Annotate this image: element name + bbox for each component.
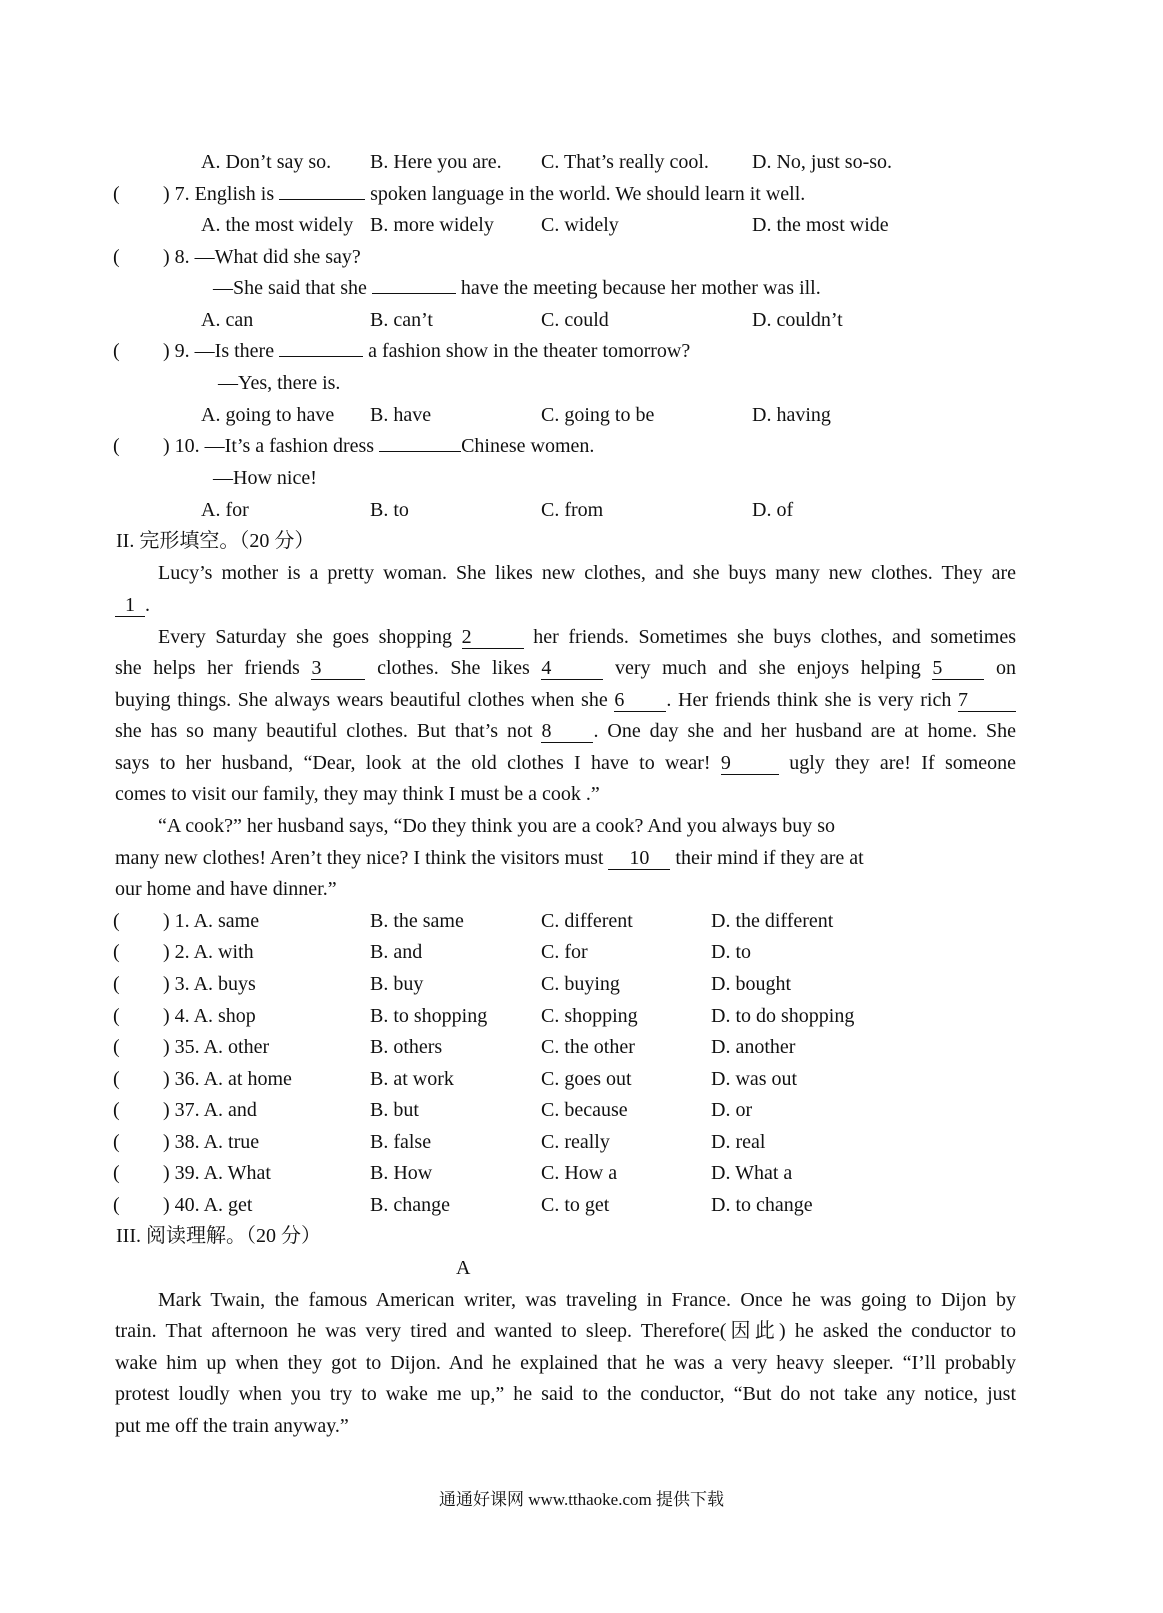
option-c[interactable]: C. goes out (541, 1068, 632, 1090)
option-d[interactable]: D. real (711, 1131, 766, 1153)
question-number: 38. (174, 1131, 200, 1153)
option-d[interactable]: D. to (711, 941, 751, 963)
option-c[interactable]: C. different (541, 910, 633, 932)
cloze-blank-8[interactable]: 8 (541, 720, 593, 743)
question-number: 35. (174, 1036, 200, 1058)
page-footer: 通通好课网 www.tthaoke.com 提供下载 (438, 1490, 725, 1509)
option-a[interactable]: A. at home (203, 1068, 292, 1090)
q7-option-c[interactable]: C. widely (541, 214, 619, 236)
q7-option-b[interactable]: B. more widely (370, 214, 494, 236)
question-stem-post: spoken language in the world. We should learn it well. (370, 183, 806, 205)
option-b[interactable]: B. How (370, 1162, 433, 1184)
answer-blank[interactable] (379, 451, 461, 452)
passage-line: wake him up when they got to Dijon. And he explained that he was a very heavy sleeper. “I’ll probably (115, 1352, 1016, 1374)
answer-paren-close: ) (163, 1036, 170, 1058)
question-label (163, 1193, 252, 1217)
answer-paren-open[interactable]: ( (113, 1194, 120, 1216)
cloze-blank-7[interactable]: 7 (958, 689, 1016, 712)
cloze-blank-9[interactable]: 9 (721, 752, 779, 775)
answer-paren-open[interactable]: ( (113, 1005, 120, 1027)
question-response: —How nice! (213, 467, 317, 489)
text-segment: she helps her friends (115, 657, 300, 679)
text-segment: very much and she enjoys helping (614, 657, 921, 679)
question-text (163, 182, 805, 206)
answer-paren-close: ) (163, 1194, 170, 1216)
answer-paren-open[interactable]: ( (113, 1099, 120, 1121)
passage-line: train. That afternoon he was very tired and wanted to sleep. Therefore(因此) he asked the conductor to (115, 1320, 1016, 1342)
question-number: 8. (174, 246, 190, 268)
answer-paren-open[interactable]: ( (113, 1036, 120, 1058)
question-label (163, 1067, 292, 1091)
q8-option-c[interactable]: C. could (541, 309, 609, 331)
text-segment: their mind if they are at (675, 847, 864, 869)
option-c[interactable]: C. buying (541, 973, 620, 995)
response-pre: —She said that she (213, 277, 367, 299)
q6-option-b[interactable]: B. Here you are. (370, 151, 502, 173)
answer-paren-open[interactable]: ( (113, 1131, 120, 1153)
option-a[interactable]: A. and (203, 1099, 257, 1121)
question-label (163, 972, 256, 996)
passage-line: Lucy’s mother is a pretty woman. She likes new clothes, and she buys many new clothes. They are (158, 562, 1016, 584)
question-stem: —What did she say? (194, 246, 361, 268)
q6-option-d[interactable]: D. No, just so-so. (752, 151, 893, 173)
question-number: 36. (174, 1068, 200, 1090)
answer-paren-close: ) (163, 340, 170, 362)
question-stem-pre: —Is there (194, 340, 275, 362)
q6-option-c[interactable]: C. That’s really cool. (541, 151, 709, 173)
answer-paren-open[interactable]: ( (113, 340, 120, 362)
option-a[interactable]: A. same (193, 910, 260, 932)
question-text (163, 434, 594, 458)
cloze-blank-1[interactable]: 1 (115, 594, 145, 617)
option-d[interactable]: D. bought (711, 973, 791, 995)
cloze-blank-10[interactable]: 10 (608, 847, 670, 870)
passage-line: protest loudly when you try to wake me up,” he said to the conductor, “But do not take any notice, just (115, 1383, 1016, 1405)
option-d[interactable]: D. to change (711, 1194, 813, 1216)
option-d[interactable]: D. to do shopping (711, 1005, 855, 1027)
question-label (163, 940, 254, 964)
q7-option-d[interactable]: D. the most wide (752, 214, 889, 236)
passage-line (158, 625, 1016, 649)
option-d[interactable]: D. another (711, 1036, 796, 1058)
question-label (163, 1004, 256, 1028)
option-b[interactable]: B. but (370, 1099, 419, 1121)
question-number: 40. (174, 1194, 200, 1216)
passage-line (115, 688, 1016, 712)
punctuation: . (145, 594, 150, 616)
cloze-blank-3[interactable]: 3 (311, 657, 365, 680)
q7-option-a[interactable]: A. the most widely (201, 214, 354, 236)
text-segment: says to her husband, “Dear, look at the old clothes I have to wear! (115, 752, 711, 774)
q8-option-a[interactable]: A. can (201, 309, 254, 331)
passage-line (115, 719, 1016, 743)
option-b[interactable]: B. to shopping (370, 1005, 488, 1027)
question-label (163, 909, 259, 933)
text-segment: Every Saturday she goes shopping (158, 626, 452, 648)
passage-line: Mark Twain, the famous American writer, was traveling in France. Once he was going to Dijon by (158, 1289, 1016, 1311)
option-b[interactable]: B. others (370, 1036, 443, 1058)
question-number: 10. (174, 435, 200, 457)
option-a[interactable]: A. shop (193, 1005, 256, 1027)
option-c[interactable]: C. to get (541, 1194, 610, 1216)
question-stem-post: Chinese women. (461, 435, 595, 457)
answer-paren-close: ) (163, 1068, 170, 1090)
answer-paren-close: ) (163, 1005, 170, 1027)
question-number: 4. (174, 1005, 190, 1027)
question-number: 9. (174, 340, 190, 362)
question-stem-pre: —It’s a fashion dress (204, 435, 375, 457)
q10-option-d[interactable]: D. of (752, 499, 794, 521)
option-c[interactable]: C. really (541, 1131, 610, 1153)
passage-line (115, 751, 1016, 775)
option-b[interactable]: B. at work (370, 1068, 454, 1090)
question-number: 1. (174, 910, 190, 932)
q10-option-a[interactable]: A. for (201, 499, 249, 521)
answer-paren-open[interactable]: ( (113, 1162, 120, 1184)
text-segment: on (996, 657, 1017, 679)
question-response: —Yes, there is. (218, 372, 341, 394)
option-c[interactable]: C. shopping (541, 1005, 638, 1027)
text-segment: . One day she and her husband are at home. She (593, 720, 1016, 742)
passage-line (115, 593, 150, 617)
q9-option-c[interactable]: C. going to be (541, 404, 655, 426)
question-text (163, 339, 690, 363)
option-a[interactable]: A. get (203, 1194, 253, 1216)
option-a[interactable]: A. with (193, 941, 254, 963)
text-segment: many new clothes! Aren’t they nice? I think the visitors must (115, 847, 604, 869)
question-label (163, 1130, 259, 1154)
answer-blank[interactable] (279, 356, 363, 357)
q9-option-a[interactable]: A. going to have (201, 404, 335, 426)
answer-paren-open[interactable]: ( (113, 1068, 120, 1090)
answer-blank[interactable] (279, 199, 365, 200)
section-heading-reading: III. 阅读理解。（20 分） (116, 1225, 321, 1247)
answer-paren-open[interactable]: ( (113, 183, 120, 205)
text-segment: she has so many beautiful clothes. But that’s not (115, 720, 533, 742)
answer-paren-open[interactable]: ( (113, 910, 120, 932)
cloze-blank-4[interactable]: 4 (541, 657, 603, 680)
cloze-blank-2[interactable]: 2 (462, 626, 524, 649)
option-d[interactable]: D. What a (711, 1162, 793, 1184)
question-text (163, 245, 361, 269)
passage-line: put me off the train anyway.” (115, 1415, 349, 1437)
answer-blank[interactable] (372, 293, 456, 294)
option-b[interactable]: B. the same (370, 910, 464, 932)
text-segment: clothes. She likes (377, 657, 530, 679)
question-number: 7. (174, 183, 190, 205)
answer-paren-open[interactable]: ( (113, 435, 120, 457)
text-segment: . Her friends think she is very rich (666, 689, 952, 711)
passage-line (115, 846, 864, 870)
passage-line: our home and have dinner.” (115, 878, 337, 900)
question-stem-pre: English is (194, 183, 275, 205)
text-segment: ugly they are! If someone (789, 752, 1017, 774)
answer-paren-open[interactable]: ( (113, 246, 120, 268)
passage-line: “A cook?” her husband says, “Do they think you are a cook? And you always buy so (158, 815, 836, 837)
answer-paren-close: ) (163, 1131, 170, 1153)
answer-paren-open[interactable]: ( (113, 973, 120, 995)
answer-paren-close: ) (163, 973, 170, 995)
q8-option-d[interactable]: D. couldn’t (752, 309, 843, 331)
answer-paren-close: ) (163, 1099, 170, 1121)
question-stem-post: a fashion show in the theater tomorrow? (368, 340, 691, 362)
question-label (163, 1035, 269, 1059)
option-c[interactable]: C. because (541, 1099, 628, 1121)
option-b[interactable]: B. buy (370, 973, 424, 995)
option-d[interactable]: D. or (711, 1099, 753, 1121)
question-number: 37. (174, 1099, 200, 1121)
option-a[interactable]: A. true (203, 1131, 260, 1153)
option-d[interactable]: D. the different (711, 910, 834, 932)
q9-option-d[interactable]: D. having (752, 404, 831, 426)
q9-option-b[interactable]: B. have (370, 404, 432, 426)
answer-paren-close: ) (163, 1162, 170, 1184)
question-number: 39. (174, 1162, 200, 1184)
cloze-blank-5[interactable]: 5 (932, 657, 984, 680)
option-d[interactable]: D. was out (711, 1068, 798, 1090)
q10-option-c[interactable]: C. from (541, 499, 604, 521)
answer-paren-close: ) (163, 246, 170, 268)
option-c[interactable]: C. for (541, 941, 588, 963)
option-b[interactable]: B. false (370, 1131, 432, 1153)
response-post: have the meeting because her mother was ill. (460, 277, 821, 299)
answer-paren-close: ) (163, 183, 170, 205)
question-number: 3. (174, 973, 190, 995)
option-a[interactable]: A. buys (193, 973, 256, 995)
reading-passage-label: A (456, 1257, 471, 1279)
option-b[interactable]: B. and (370, 941, 423, 963)
q10-option-b[interactable]: B. to (370, 499, 409, 521)
q8-option-b[interactable]: B. can’t (370, 309, 433, 331)
q6-option-a[interactable]: A. Don’t say so. (201, 151, 332, 173)
answer-paren-open[interactable]: ( (113, 941, 120, 963)
section-heading-cloze: II. 完形填空。（20 分） (116, 530, 315, 552)
question-response (213, 276, 821, 300)
option-a[interactable]: A. What (203, 1162, 271, 1184)
answer-paren-close: ) (163, 435, 170, 457)
answer-paren-close: ) (163, 910, 170, 932)
question-label (163, 1098, 257, 1122)
option-c[interactable]: C. How a (541, 1162, 618, 1184)
question-label (163, 1161, 271, 1185)
option-a[interactable]: A. other (203, 1036, 270, 1058)
text-segment: buying things. She always wears beautiful clothes when she (115, 689, 608, 711)
option-c[interactable]: C. the other (541, 1036, 635, 1058)
passage-line (115, 656, 1016, 680)
question-number: 2. (174, 941, 190, 963)
passage-line: comes to visit our family, they may think I must be a cook .” (115, 783, 600, 805)
text-segment: her friends. Sometimes she buys clothes, and sometimes (533, 626, 1017, 648)
cloze-blank-6[interactable]: 6 (614, 689, 666, 712)
option-b[interactable]: B. change (370, 1194, 450, 1216)
answer-paren-close: ) (163, 941, 170, 963)
